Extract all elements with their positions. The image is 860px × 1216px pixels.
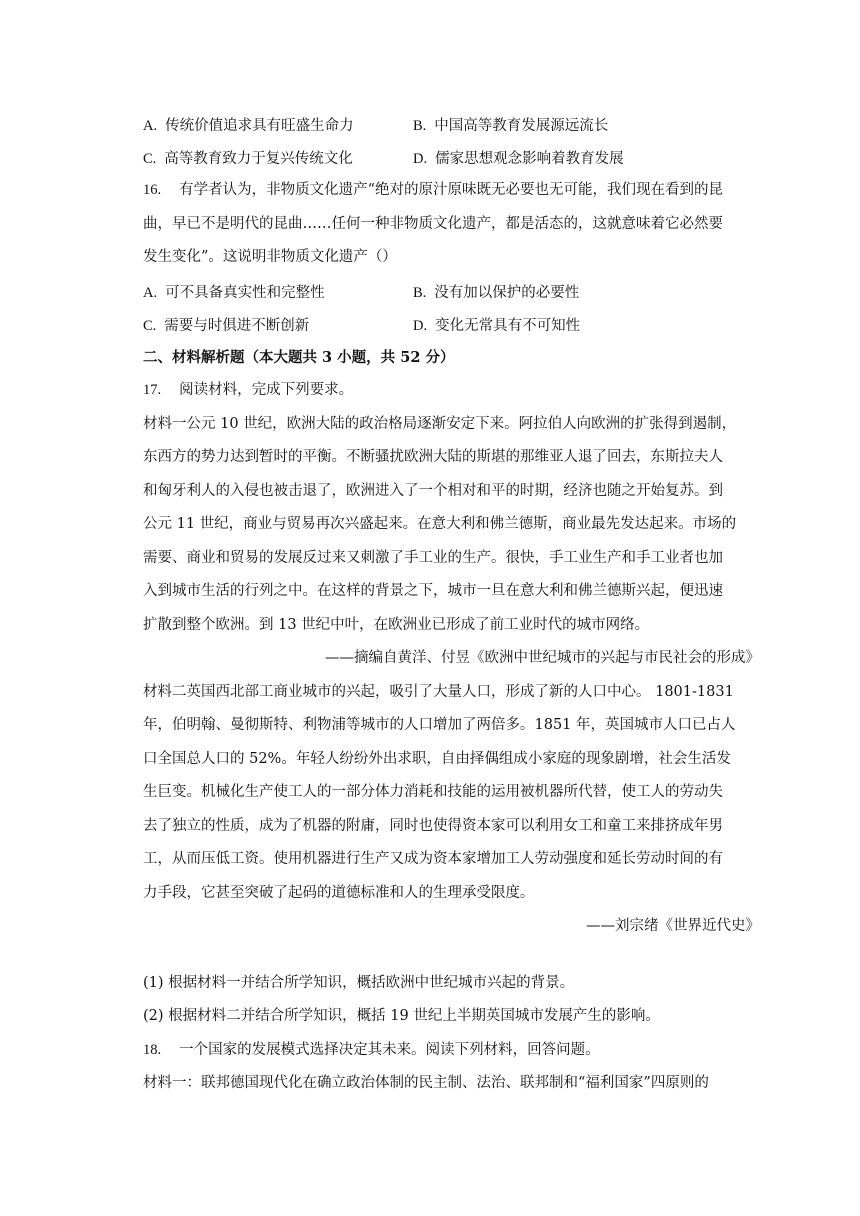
q16-stem [143,174,760,275]
q18-stem: 18. 一个国家的发展模式选择决定其未来。阅读下列材料，回答问题。 [143,1041,600,1058]
q17-stem: 17. 阅读材料，完成下列要求。 [143,382,354,398]
q15-option-b[interactable]: B. 中国高等教育发展源远流长 [413,118,609,134]
q16-option-a[interactable]: A. 可不具备真实性和完整性 [143,284,325,301]
q17-material-1: 材料一公元 10 世纪，欧洲大陆的政治格局逐渐安定下来。阿拉伯人向欧洲的扩张得到遏制， 东西方的势力达到暂时的平衡。不断骚扰欧洲大陆的斯堪的那维亚人退了回去，东斯拉夫人 和匈牙利人的入侵也被击退了，欧洲进入了一个相对和平的时期，经济也随之开始复苏。到 公元 11 世纪，商业与贸易再次兴盛起来。在意大利和佛兰德斯，商业最先发达起来。市场的 需要、商业和贸易的发展反过来又刺激了手工业的生产。很快，手工业生产和手工业者也加 入到城市生活的行列之中。在这样的背景之下，城市一旦在意大利和佛兰德斯兴起，便迅速 扩散到整个欧洲。到 13 世纪中叶，在欧洲业已形成了前工业时代的城市网络。 [143,415,737,633]
q15-option-d[interactable]: D. 儒家思想观念影响着教育发展 [413,151,624,167]
q18-number: 18. [143,1041,162,1058]
exam-page [143,108,760,1101]
q16-option-d[interactable]: D. 变化无常具有不可知性 [413,317,581,334]
q16-line-1: 16. 有学者认为，非物质文化遗产“绝对的原汁原味既无必要也无可能，我们现在看到的昆 [143,182,724,198]
q17-material-2: 材料二英国西北部工商业城市的兴起，吸引了大量人口，形成了新的人口中心。 1801-1831 年，伯明翰、曼彻斯特、利物浦等城市的人口增加了两倍多。1851 年，英国城市人口已占人 口全国总人口的 52%。年轻人纷纷外出求职，自由择偶组成小家庭的现象剧增，社会生活发 生巨变。机械化生产使工人的一部分体力消耗和技能的运用被机器所代替，使工人的劳动失 去了独立的性质，成为了机器的附庸，同时也使得资本家可以利用女工和童工来排挤成年男 工，从而压低工资。使用机器进行生产又成为资本家增加工人劳动强度和延长劳动时间的有 力手段，它甚至突破了起码的道德标准和人的生理承受限度。 [143,683,736,901]
q16-option-c[interactable]: C. 需要与时俱进不断创新 [143,317,310,334]
q16-number: 16. [143,182,162,198]
q15-option-row-2 [143,141,760,174]
q18-material-1: 材料一：联邦德国现代化在确立政治体制的民主制、法治、联邦制和“福利国家”四原则的 [143,1075,709,1091]
q15-option-row-1 [143,108,760,141]
q16-option-row-2 [143,308,760,341]
q15-option-a[interactable]: A. 传统价值追求具有旺盛生命力 [143,118,354,134]
q16-option-b[interactable]: B. 没有加以保护的必要性 [413,284,580,301]
q16-line-3: 发生变化”。这说明非物质文化遗产（） [143,249,397,265]
q17-material-1-source: ——摘编自黄洋、付昱《欧洲中世纪城市的兴起与市民社会的形成》 [325,650,760,666]
q15-option-c[interactable]: C. 高等教育致力于复兴传统文化 [143,151,353,167]
q16-options [143,275,760,341]
q17-sub-question-1: (1) 根据材料一并结合所学知识，概括欧洲中世纪城市兴起的背景。 [143,974,575,991]
q16-line-2: 曲，早已不是明代的昆曲……任何一种非物质文化遗产，都是活态的，这就意味着它必然要 [143,215,723,232]
q17-sub-question-2: (2) 根据材料二并结合所学知识，概括 19 世纪上半期英国城市发展产生的影响。 [143,1008,660,1024]
q16-option-row-1 [143,275,760,308]
spacer [143,944,760,967]
q17-number: 17. [143,382,162,398]
q17-material-2-source: ——刘宗绪《世界近代史》 [586,918,760,934]
section-2-title: 二、材料解析题（本大题共 3 小题，共 52 分） [143,348,455,366]
q15-options [143,108,760,174]
